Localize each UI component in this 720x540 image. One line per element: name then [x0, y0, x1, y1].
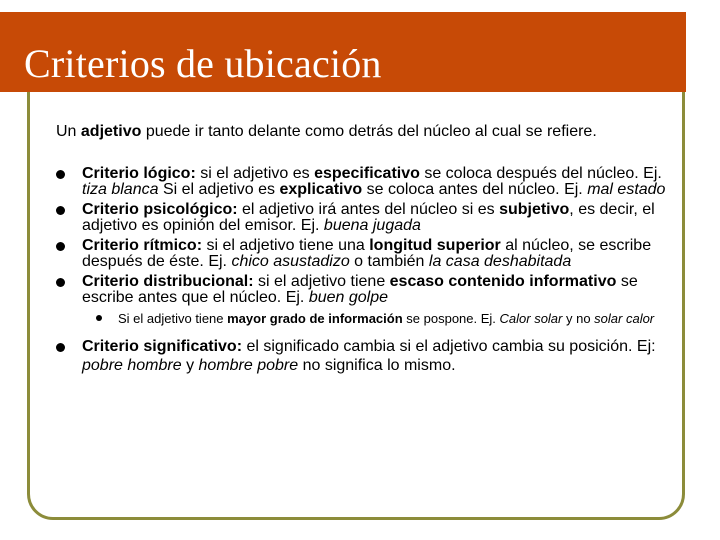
- item-bold: longitud superior: [369, 237, 501, 254]
- sub-item: [56, 312, 671, 325]
- item-text: o también: [349, 253, 429, 270]
- bullet-icon: [56, 206, 65, 215]
- sub-example: solar calor: [594, 311, 655, 326]
- item-label: Criterio rítmico:: [82, 237, 203, 254]
- item-example: la casa deshabitada: [428, 253, 572, 270]
- sub-text: se pospone. Ej.: [402, 311, 500, 326]
- item-text: no significa lo mismo.: [298, 357, 456, 374]
- item-text: el significado cambia si el adjetivo cambia su posición. Ej:: [242, 338, 656, 355]
- item-text: el adjetivo irá antes del núcleo si es: [237, 201, 500, 218]
- intro-text: puede ir tanto delante como detrás del núcleo al cual se refiere.: [141, 123, 597, 140]
- intro-text: Un: [56, 123, 81, 140]
- item-text: Si el adjetivo es: [158, 181, 280, 198]
- intro-paragraph: [56, 122, 671, 142]
- item-text: se escribe antes que el núcleo. Ej.: [82, 273, 638, 306]
- slide-content: [56, 122, 671, 379]
- title-bar: [0, 12, 686, 92]
- intro-bold: adjetivo: [80, 123, 142, 140]
- item-text: si el adjetivo tiene: [253, 273, 390, 290]
- item-label: Criterio psicológico:: [82, 201, 238, 218]
- sub-bold: mayor grado de información: [227, 311, 403, 326]
- item-text: si el adjetivo tiene una: [202, 237, 370, 254]
- list-item-ritmico: [56, 238, 671, 270]
- criteria-list: [56, 166, 671, 306]
- item-text: se coloca después del núcleo. Ej.: [419, 165, 662, 182]
- sub-example: Calor solar: [499, 311, 563, 326]
- bullet-icon: [56, 170, 65, 179]
- item-bold: subjetivo: [499, 201, 570, 218]
- slide-title: Criterios de ubicación: [24, 41, 382, 86]
- bullet-icon: [56, 242, 65, 251]
- item-example: chico asustadizo: [231, 253, 350, 270]
- title-underline: [35, 92, 637, 95]
- item-example: tiza blanca: [82, 181, 159, 198]
- item-text: y: [181, 357, 199, 374]
- list-item-distribucional: [56, 274, 671, 306]
- item-bold: escaso contenido informativo: [389, 273, 617, 290]
- item-example: pobre hombre: [82, 357, 182, 374]
- sub-text: Si el adjetivo tiene: [118, 311, 228, 326]
- item-bold: especificativo: [314, 165, 420, 182]
- item-label: Criterio significativo:: [82, 338, 243, 355]
- item-text: , es decir, el adjetivo es opinión del emisor. Ej.: [82, 201, 655, 234]
- item-example: hombre pobre: [198, 357, 299, 374]
- item-bold: explicativo: [279, 181, 363, 198]
- bullet-icon: [56, 278, 65, 287]
- bullet-icon: [96, 315, 102, 321]
- list-item-psicologico: [56, 202, 671, 234]
- item-text: al núcleo, se escribe después de éste. Ej.: [82, 237, 652, 270]
- list-item-logico: [56, 166, 671, 198]
- criteria-list-continued: [56, 337, 671, 375]
- item-example: buena jugada: [323, 217, 421, 234]
- item-example: mal estado: [587, 181, 666, 198]
- list-item-significativo: [56, 337, 671, 375]
- item-label: Criterio lógico:: [82, 165, 196, 182]
- item-example: buen golpe: [308, 289, 388, 306]
- item-label: Criterio distribucional:: [82, 273, 254, 290]
- item-text: se coloca antes del núcleo. Ej.: [362, 181, 588, 198]
- sub-text: y no: [562, 311, 595, 326]
- item-text: si el adjetivo es: [195, 165, 315, 182]
- bullet-icon: [56, 343, 65, 352]
